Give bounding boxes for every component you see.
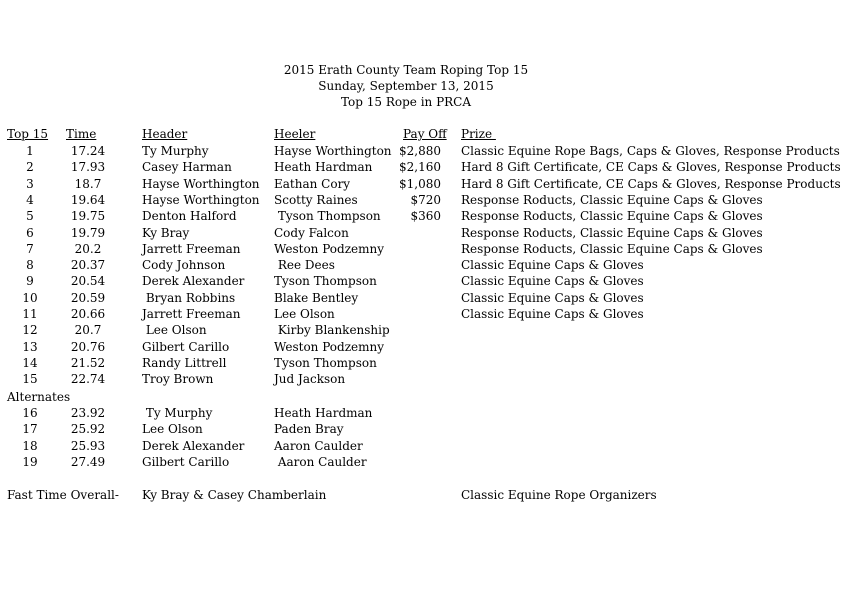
cell-header: Bryan Robbins [142,290,236,305]
cell-heeler: Weston Podzemny [274,339,385,354]
fast-time-team: Ky Bray & Casey Chamberlain [142,488,327,502]
document-subtitle: Top 15 Rope in PRCA [340,95,472,109]
cell-header: Hayse Worthington [142,192,260,207]
cell-place: 15 [22,372,38,387]
cell-payoff: $2,160 [399,160,441,175]
table-row [0,355,792,371]
table-row [0,225,792,241]
cell-heeler: Kirby Blankenship [274,323,390,338]
cell-header: Lee Olson [142,323,207,338]
table-row [0,405,792,421]
cell-time: 27.49 [70,454,106,469]
cell-time: 20.7 [74,323,102,338]
cell-header: Derek Alexander [142,438,245,453]
cell-time: 19.79 [70,225,106,240]
cell-payoff: $1,080 [399,176,441,191]
cell-place: 11 [22,307,38,321]
cell-time: 20.37 [70,258,106,273]
table-row [0,339,792,355]
table-row [0,290,792,306]
table-row [0,257,792,273]
cell-place: 9 [26,274,34,289]
table-row [0,273,792,289]
cell-time: 19.75 [70,209,106,224]
column-header-heeler: Heeler [274,127,316,141]
cell-header: Ty Murphy [142,144,209,158]
cell-time: 20.2 [74,241,102,256]
cell-prize: Classic Equine Caps & Gloves [461,274,644,289]
cell-place: 5 [26,209,34,224]
alternates-label: Alternates [7,390,71,404]
cell-time: 23.92 [70,406,106,420]
cell-place: 6 [26,225,34,240]
table-row [0,143,840,159]
cell-heeler: Ree Dees [274,258,335,273]
cell-time: 17.93 [70,160,106,175]
cell-prize: Classic Equine Caps & Gloves [461,307,644,321]
cell-header: Gilbert Carillo [142,454,230,469]
cell-time: 20.76 [70,339,106,354]
cell-header: Troy Brown [142,372,214,387]
cell-heeler: Weston Podzemny [274,241,385,256]
cell-time: 18.7 [74,176,102,191]
table-row [0,322,792,338]
column-header-payoff: Pay Off [403,127,447,141]
cell-prize: Classic Equine Rope Bags, Caps & Gloves, Response Products [461,144,840,158]
table-row [0,208,792,224]
cell-header: Lee Olson [142,422,203,437]
document-date: Sunday, September 13, 2015 [318,79,494,93]
cell-header: Jarrett Freeman [142,241,241,256]
fast-time-label: Fast Time Overall- [7,488,119,502]
cell-prize: Response Roducts, Classic Equine Caps & Gloves [461,225,763,240]
cell-place: 14 [22,355,38,370]
cell-place: 10 [22,290,38,305]
document-title: 2015 Erath County Team Roping Top 15 [283,63,529,77]
cell-heeler: Scotty Raines [274,192,358,207]
cell-place: 2 [26,160,34,175]
column-header-place: Top 15 [7,127,49,141]
table-row [0,438,792,454]
column-header-time: Time [66,127,97,141]
cell-header: Ky Bray [142,225,190,240]
column-header-header: Header [142,127,188,141]
cell-prize: Classic Equine Caps & Gloves [461,258,644,273]
cell-heeler: Hayse Worthington [274,144,392,158]
cell-time: 19.64 [70,192,106,207]
table-row [0,192,792,208]
table-row [0,241,792,257]
cell-header: Jarrett Freeman [142,307,241,321]
cell-time: 20.66 [70,307,106,321]
cell-time: 17.24 [70,144,106,158]
cell-time: 22.74 [70,372,106,387]
table-row [0,421,792,437]
cell-place: 3 [26,176,34,191]
cell-heeler: Tyson Thompson [274,355,377,370]
cell-header: Derek Alexander [142,274,245,289]
cell-place: 13 [22,339,38,354]
cell-header: Gilbert Carillo [142,339,230,354]
cell-heeler: Cody Falcon [274,225,349,240]
cell-heeler: Aaron Caulder [274,454,367,469]
cell-heeler: Aaron Caulder [274,438,363,453]
cell-heeler: Heath Hardman [274,160,373,175]
cell-heeler: Tyson Thompson [274,274,377,289]
cell-prize: Response Roducts, Classic Equine Caps & Gloves [461,241,763,256]
cell-heeler: Eathan Cory [274,176,351,191]
cell-place: 17 [22,422,38,437]
cell-place: 4 [26,192,34,207]
cell-header: Denton Halford [142,209,237,224]
cell-heeler: Jud Jackson [274,372,346,387]
cell-place: 18 [22,438,38,453]
cell-place: 7 [26,241,34,256]
column-header-prize: Prize [461,127,496,141]
cell-place: 8 [26,258,34,273]
cell-time: 20.59 [70,290,106,305]
cell-prize: Hard 8 Gift Certificate, CE Caps & Gloves, Response Products [461,176,841,191]
cell-header: Randy Littrell [142,355,227,370]
cell-place: 16 [22,406,38,420]
cell-heeler: Lee Olson [274,307,335,321]
cell-time: 21.52 [70,355,106,370]
table-row [0,159,841,175]
cell-prize: Classic Equine Caps & Gloves [461,290,644,305]
table-row [0,176,841,192]
cell-header: Hayse Worthington [142,176,260,191]
cell-time: 20.54 [70,274,106,289]
cell-heeler: Blake Bentley [274,290,359,305]
cell-prize: Response Roducts, Classic Equine Caps & Gloves [461,192,763,207]
table-row [0,306,792,322]
cell-header: Casey Harman [142,160,232,175]
cell-header: Cody Johnson [142,258,226,273]
cell-payoff: $720 [410,192,441,207]
table-row [0,371,792,387]
cell-prize: Response Roducts, Classic Equine Caps & Gloves [461,209,763,224]
fast-time-prize: Classic Equine Rope Organizers [461,488,657,502]
cell-place: 19 [22,454,38,469]
cell-place: 1 [26,144,34,158]
cell-header: Ty Murphy [142,406,213,420]
cell-prize: Hard 8 Gift Certificate, CE Caps & Gloves, Response Products [461,160,841,175]
cell-time: 25.93 [70,438,106,453]
cell-place: 12 [22,323,38,338]
cell-heeler: Paden Bray [274,422,344,437]
cell-heeler: Tyson Thompson [274,209,381,224]
cell-heeler: Heath Hardman [274,406,373,420]
cell-time: 25.92 [70,422,106,437]
table-row [0,454,792,470]
cell-payoff: $2,880 [399,144,441,158]
cell-payoff: $360 [410,209,441,224]
